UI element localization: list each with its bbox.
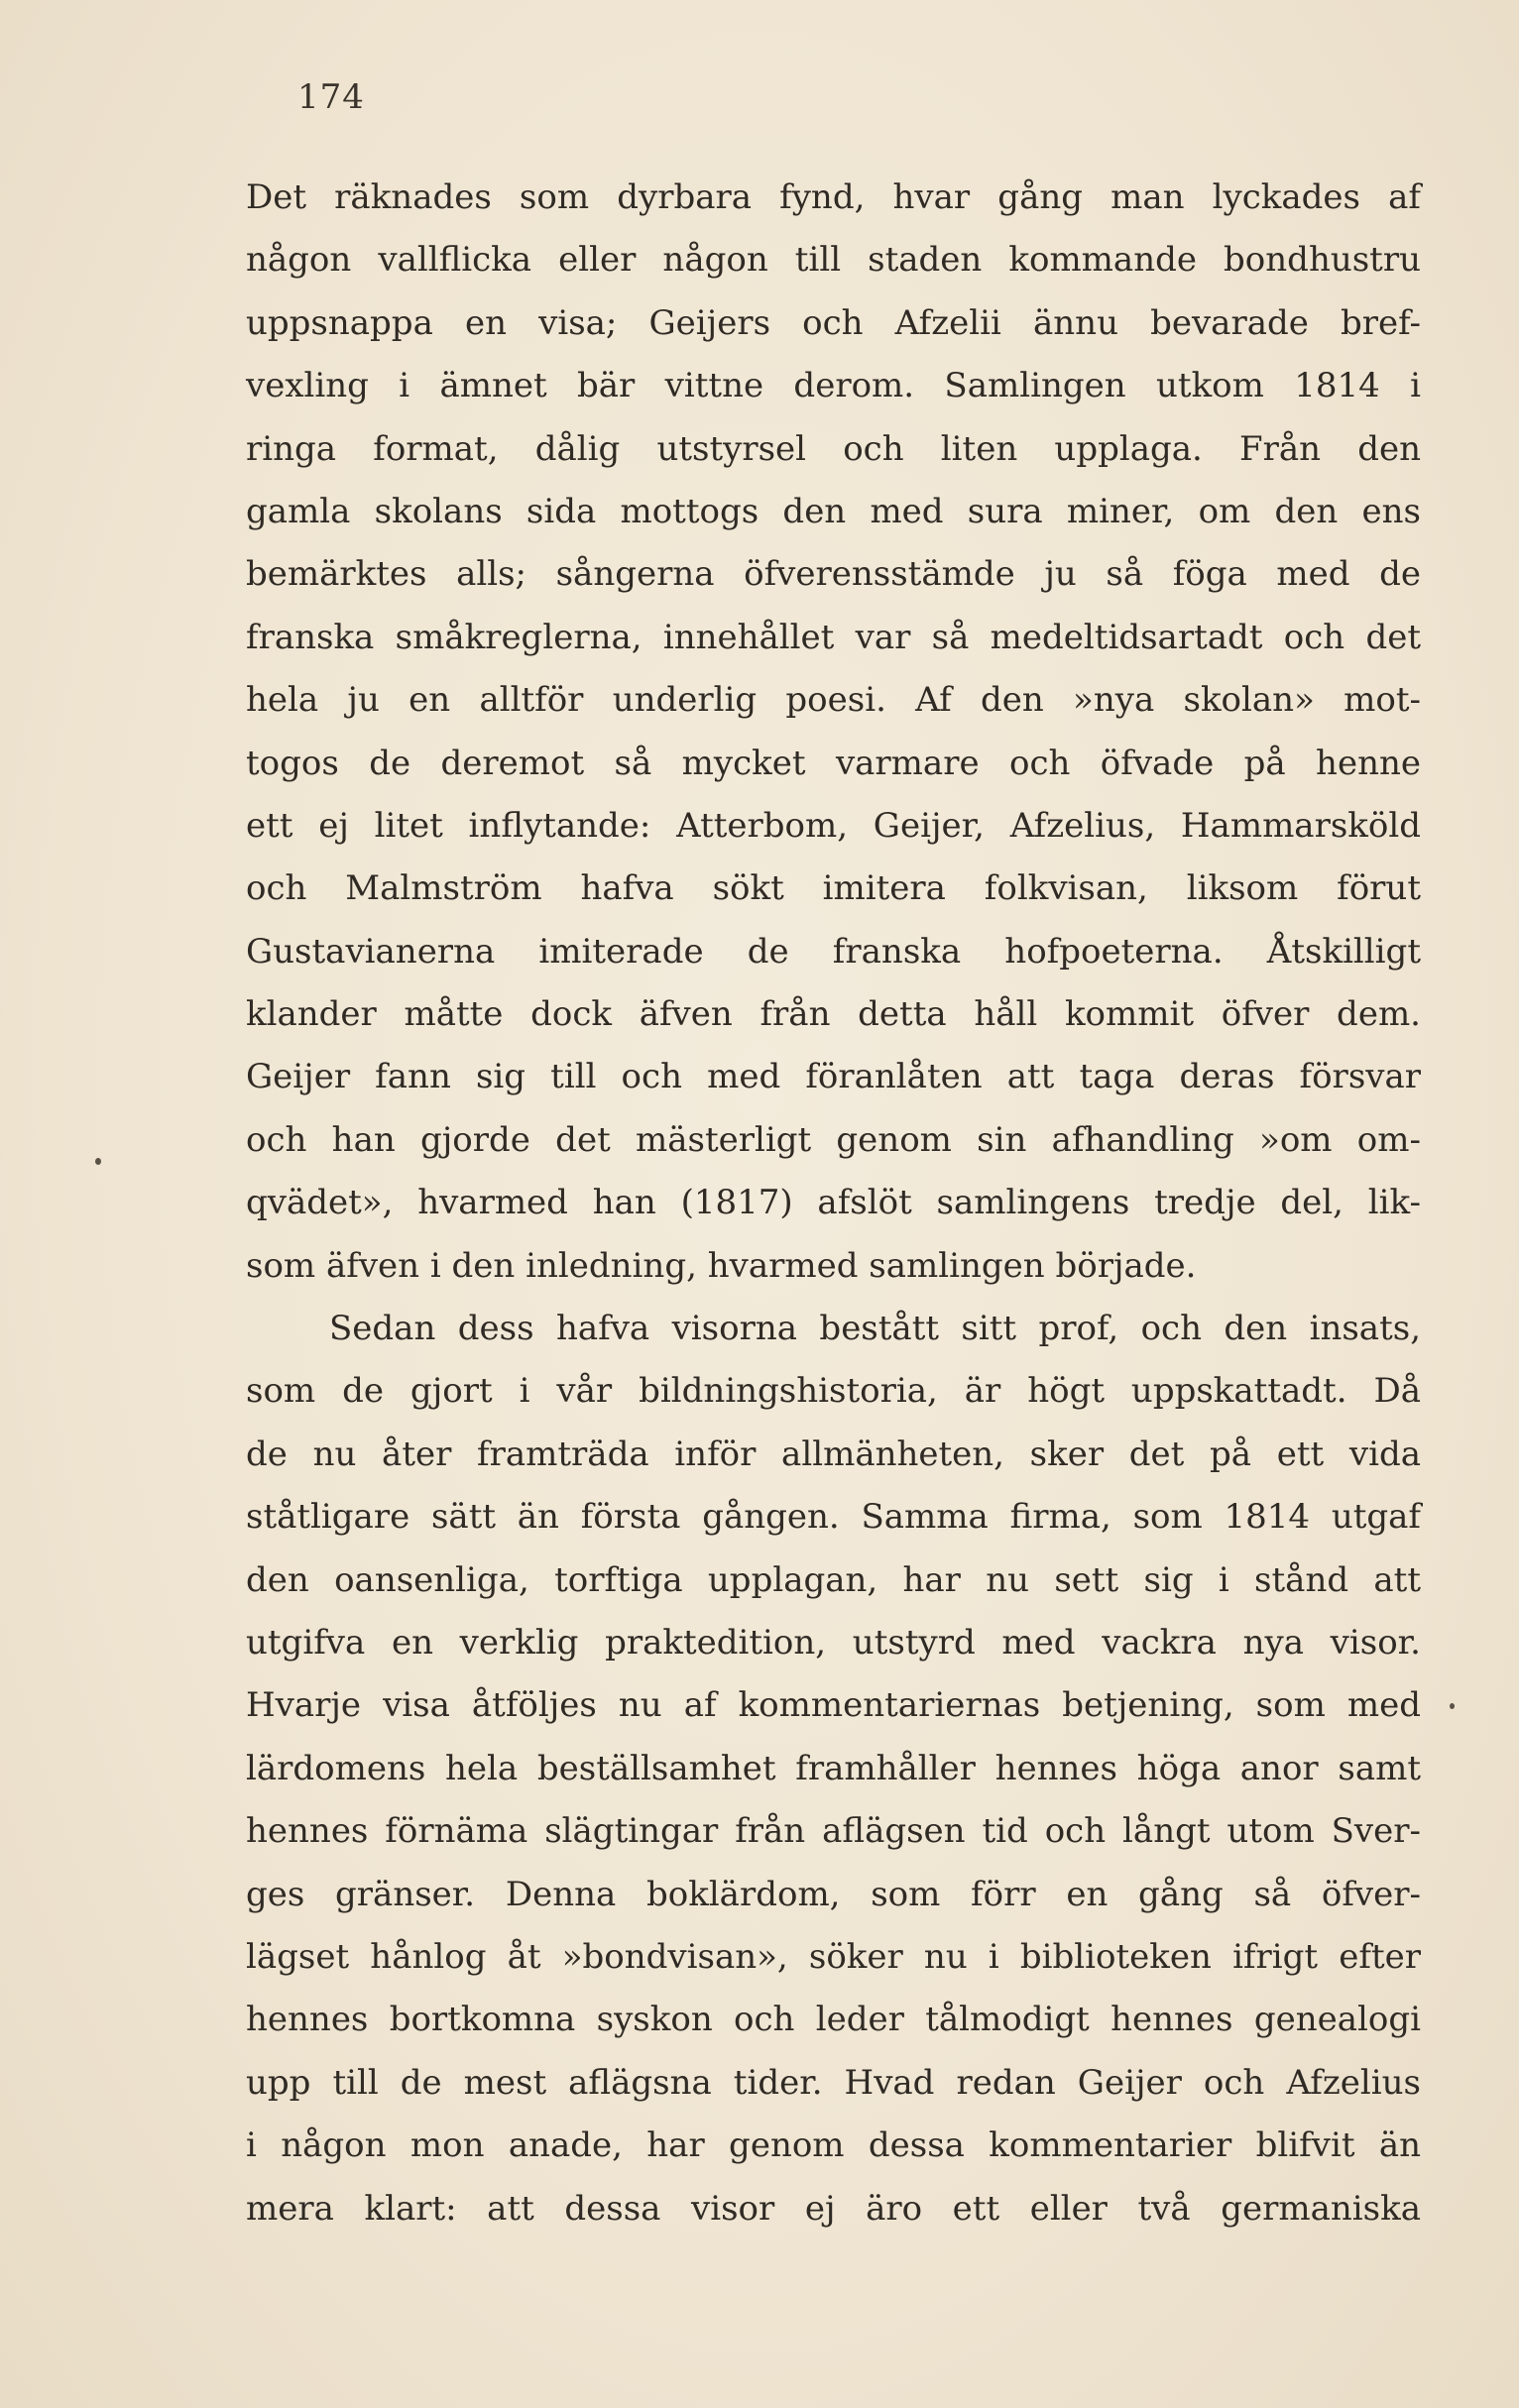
text-line: i någon mon anade, har genom dessa kommentarier blifvit än (246, 2125, 1421, 2166)
text-line: den oansenliga, torftiga upplagan, har nu sett sig i stånd att (246, 1559, 1421, 1600)
text-line: bemärktes alls; sångerna öfverensstämde ju så föga med de (246, 554, 1421, 595)
text-line: Hvarje visa åtföljes nu af kommentariernas betjening, som med (246, 1685, 1421, 1726)
text-line: och Malmström hafva sökt imitera folkvisan, liksom förut (246, 868, 1421, 909)
text-line: lärdomens hela beställsamhet framhåller hennes höga anor samt (246, 1748, 1421, 1788)
ink-speck (95, 1158, 101, 1165)
ink-speck (1450, 1703, 1455, 1709)
text-line: uppsnappa en visa; Geijers och Afzelii ännu bevarade bref- (246, 302, 1421, 343)
text-line: som de gjort i vår bildningshistoria, är högt uppskattadt. Då (246, 1371, 1421, 1412)
text-line: hennes förnäma slägtingar från aflägsen tid och långt utom Sver- (246, 1811, 1421, 1852)
text-line: Det räknades som dyrbara fynd, hvar gång man lyckades af (246, 177, 1421, 217)
page-number: 174 (297, 77, 365, 117)
text-line: Gustavianerna imiterade de franska hofpoeterna. Åtskilligt (246, 931, 1421, 972)
text-line: gamla skolans sida mottogs den med sura miner, om den ens (246, 491, 1421, 531)
text-line: ståtligare sätt än första gången. Samma firma, som 1814 utgaf (246, 1497, 1421, 1538)
text-line: utgifva en verklig praktedition, utstyrd med vackra nya visor. (246, 1622, 1421, 1663)
text-line: hennes bortkomna syskon och leder tålmodigt hennes genealogi (246, 2000, 1421, 2040)
text-line: klander måtte dock äfven från detta håll kommit öfver dem. (246, 994, 1421, 1035)
text-line: Geijer fann sig till och med föranlåten att taga deras försvar (246, 1057, 1421, 1097)
text-line: som äfven i den inledning, hvarmed samlingen började. (246, 1245, 1197, 1286)
text-line: franska småkreglerna, innehållet var så medeltidsartadt och det (246, 617, 1421, 657)
text-line: mera klart: att dessa visor ej äro ett eller två germaniska (246, 2188, 1421, 2229)
text-line: upp till de mest aflägsna tider. Hvad redan Geijer och Afzelius (246, 2062, 1421, 2103)
text-line: togos de deremot så mycket varmare och öfvade på henne (246, 743, 1421, 783)
text-line: någon vallflicka eller någon till staden kommande bondhustru (246, 240, 1421, 281)
body-text (246, 167, 1421, 2240)
text-line: hela ju en alltför underlig poesi. Af den »nya skolan» mot- (246, 680, 1421, 721)
text-line: ett ej litet inflytande: Atterbom, Geijer, Afzelius, Hammarsköld (246, 805, 1421, 846)
text-line: och han gjorde det mästerligt genom sin afhandling »om om- (246, 1119, 1421, 1160)
text-line: qvädet», hvarmed han (1817) afslöt samlingens tredje del, lik- (246, 1183, 1421, 1223)
text-line: vexling i ämnet bär vittne derom. Samlingen utkom 1814 i (246, 366, 1421, 406)
text-line: ges gränser. Denna boklärdom, som förr en gång så öfver- (246, 1874, 1421, 1914)
text-line: lägset hånlog åt »bondvisan», söker nu i biblioteken ifrigt efter (246, 1936, 1421, 1977)
text-line: ringa format, dålig utstyrsel och liten upplaga. Från den (246, 428, 1421, 469)
text-line: de nu åter framträda inför allmänheten, sker det på ett vida (246, 1433, 1421, 1474)
text-line: Sedan dess hafva visorna bestått sitt prof, och den insats, (329, 1309, 1421, 1349)
